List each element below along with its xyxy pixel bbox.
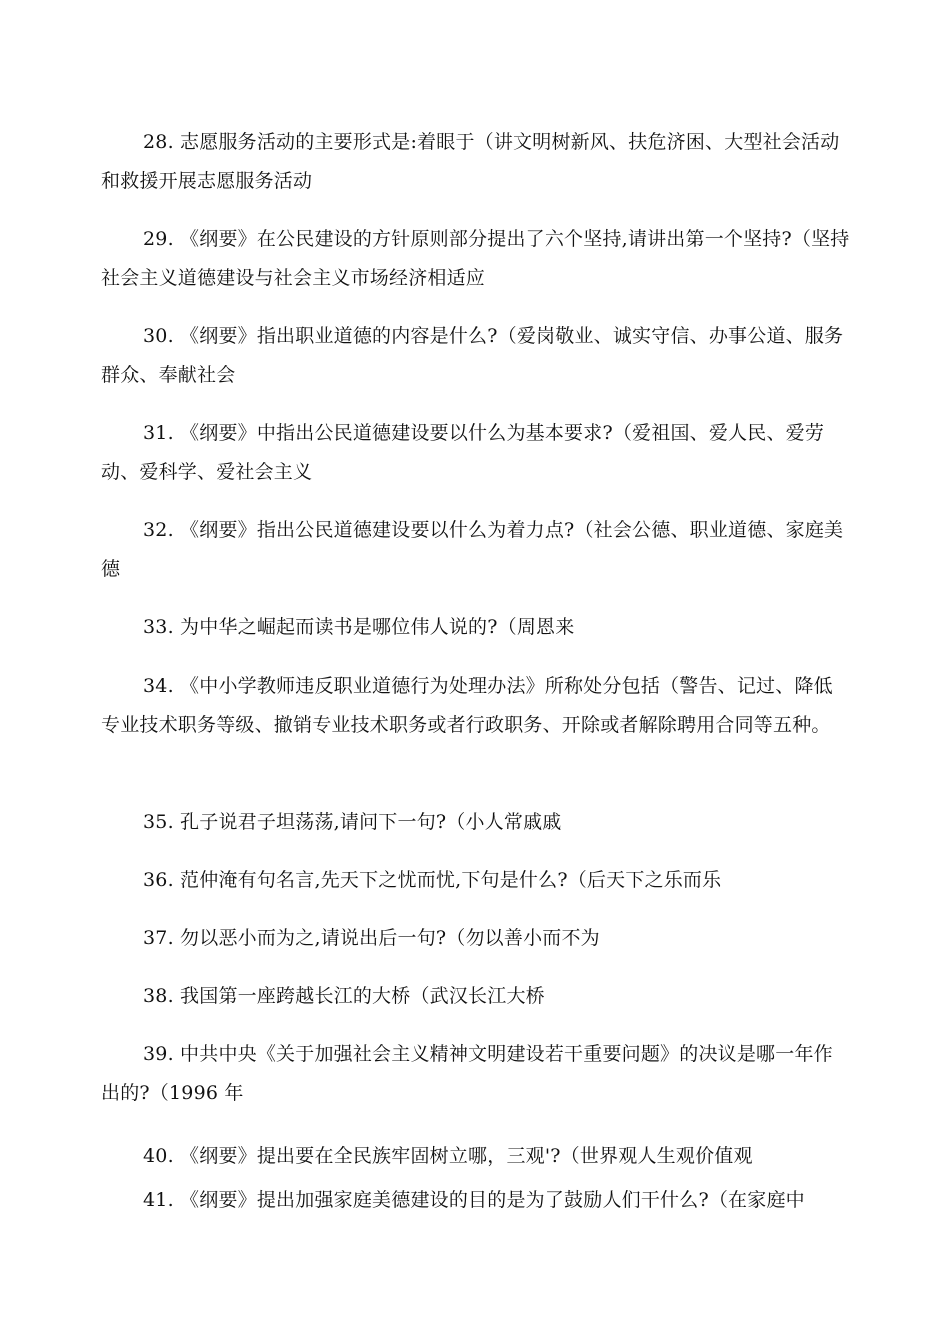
question-31: 31. 《纲要》中指出公民道德建设要以什么为基本要求?（爱祖国、爱人民、爱劳动、爱科学、爱社会主义 <box>101 422 825 483</box>
question-38: 38. 我国第一座跨越长江的大桥（武汉长江大桥 <box>143 985 545 1007</box>
question-41: 41. 《纲要》提出加强家庭美德建设的目的是为了鼓励人们干什么?（在家庭中 <box>143 1189 805 1211</box>
question-40: 40. 《纲要》提出要在全民族牢固树立哪，三观'?（世界观人生观价值观 <box>143 1145 753 1167</box>
question-33: 33. 为中华之崛起而读书是哪位伟人说的?（周恩来 <box>143 616 575 638</box>
question-34: 34. 《中小学教师违反职业道德行为处理办法》所称处分包括（警告、记过、降低专业技术职务等级、撤销专业技术职务或者行政职务、开除或者解除聘用合同等五种。 <box>101 675 833 736</box>
question-36: 36. 范仲淹有句名言,先天下之忧而忧,下句是什么?（后天下之乐而乐 <box>143 869 722 891</box>
question-37: 37. 勿以恶小而为之,请说出后一句?（勿以善小而不为 <box>143 927 600 949</box>
question-32: 32. 《纲要》指出公民道德建设要以什么为着力点?（社会公德、职业道德、家庭美德 <box>101 519 844 580</box>
question-28: 28. 志愿服务活动的主要形式是:着眼于（讲文明树新风、扶危济困、大型社会活动和救援开展志愿服务活动 <box>101 131 840 192</box>
question-39: 39. 中共中央《关于加强社会主义精神文明建设若干重要问题》的决议是哪一年作出的?（1996 年 <box>101 1043 833 1104</box>
question-29: 29. 《纲要》在公民建设的方针原则部分提出了六个坚持,请讲出第一个坚持?（坚持社会主义道德建设与社会主义市场经济相适应 <box>101 228 850 289</box>
question-30: 30. 《纲要》指出职业道德的内容是什么?（爱岗敬业、诚实守信、办事公道、服务群众、奉献社会 <box>101 325 844 386</box>
question-35: 35. 孔子说君子坦荡荡,请问下一句?（小人常戚戚 <box>143 811 562 833</box>
